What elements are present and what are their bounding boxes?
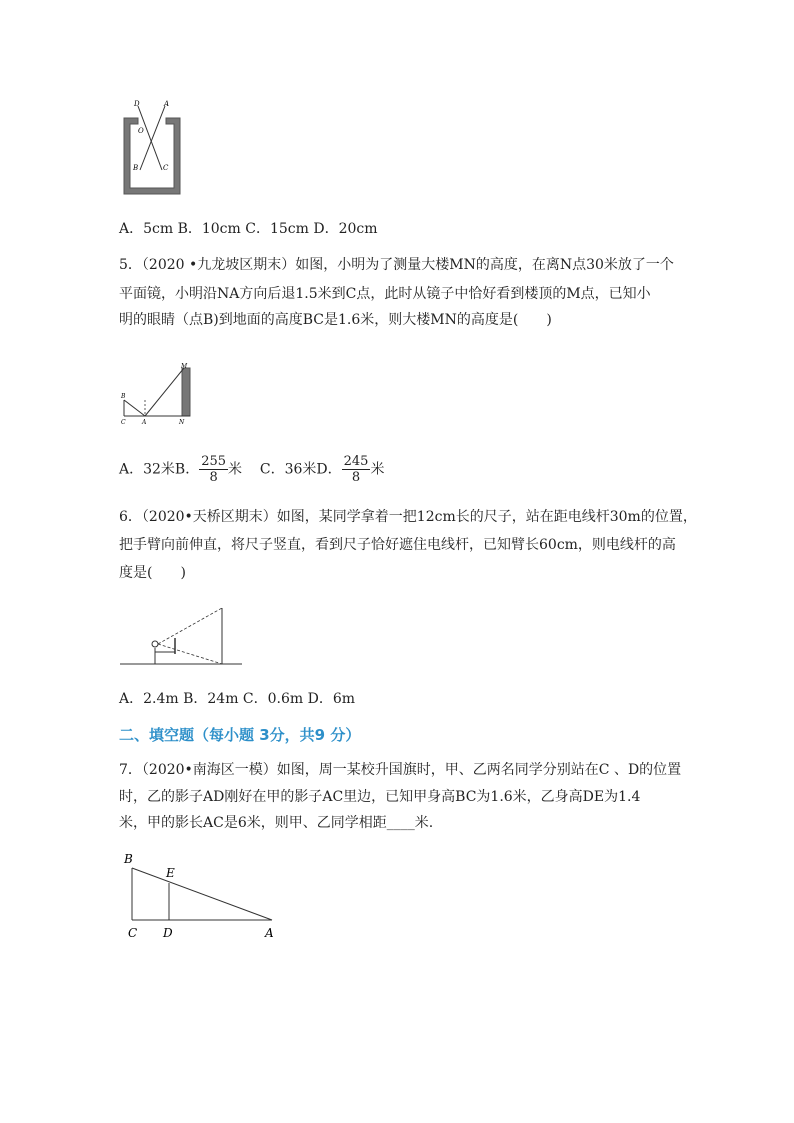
q7-label-a: A (265, 926, 274, 940)
q6-line3: 度是( ) (119, 565, 186, 581)
q6-options: A．2.4m B．24m C．0.6m D．6m (119, 691, 356, 707)
q4-line-ab (140, 106, 165, 170)
q4-label-c: C (163, 164, 169, 172)
q7-line1: 7．（2020•南海区一模）如图，周一某校升国旗时，甲、乙两名同学分别站在C 、D的位置 (119, 762, 682, 778)
q7-label-e: E (166, 866, 175, 880)
q4-label-o: O (138, 127, 144, 135)
q4-box-frame (124, 118, 180, 194)
q6-line2: 把手臂向前伸直，将尺子竖直，看到尺子恰好遮住电线杆，已知臂长60cm，则电线杆的高 (119, 537, 676, 553)
q5-label-m: M (181, 363, 188, 370)
q7-figure (118, 850, 283, 942)
q6-head (152, 641, 158, 647)
q7-line-ba (132, 868, 272, 920)
q5-option-b-num: 255 (201, 454, 227, 469)
q7-line3: 米，甲的影长AC是6米，则甲、乙同学相距____米. (119, 815, 434, 831)
q7-label-d: D (163, 926, 173, 940)
q5-options (119, 454, 384, 485)
q7-line2: 时，乙的影子AD刚好在甲的影子AC里边，已知甲身高BC为1.6米，乙身高DE为1.4 (119, 789, 641, 805)
q4-label-b: B (133, 164, 139, 172)
q5-option-d-num: 245 (343, 454, 369, 469)
q6-line1: 6．（2020•天桥区期末）如图，某同学拿着一把12cm长的尺子，站在距电线杆30m的位置， (119, 509, 697, 525)
q4-label-a: A (164, 100, 170, 108)
q4-options: A．5cm B．10cm C．15cm D．20cm (119, 221, 378, 237)
q5-option-b-fraction (199, 454, 228, 485)
section-fill-in-title: 二、填空题（每小题 3分，共9 分） (119, 726, 361, 744)
q5-label-c: C (121, 419, 126, 426)
q7-label-b: B (124, 852, 133, 866)
q5-figure (118, 360, 198, 430)
q5-building (182, 368, 190, 416)
q5-option-d-fraction (342, 454, 371, 485)
q5-label-n: N (179, 419, 185, 426)
q6-sight-bottom (158, 644, 222, 664)
q5-option-b-den: 8 (209, 470, 218, 485)
q6-figure (118, 604, 248, 670)
q4-line-da (138, 106, 162, 170)
q5-ray-ba (124, 400, 145, 416)
q5-line2: 平面镜，小明沿NA方向后退1.5米到C点，此时从镜子中恰好看到楼顶的M点，已知小 (119, 286, 651, 302)
q5-line3: 明的眼睛（点B)到地面的高度BC是1.6米，则大楼MN的高度是( ) (119, 312, 552, 328)
q6-sight-top (158, 608, 222, 644)
q5-option-c: C．36米D． (259, 461, 342, 478)
q5-option-d-den: 8 (351, 470, 361, 485)
q5-label-b: B (121, 393, 126, 400)
q5-option-b-unit: 米 (228, 461, 243, 478)
q4-label-d: D (134, 100, 140, 108)
q5-option-d-unit: 米 (370, 461, 385, 478)
q5-line1: 5．（2020 •九龙坡区期末）如图，小明为了测量大楼MN的高度，在离N点30米放了一个 (119, 257, 674, 273)
q5-ray-am (145, 368, 184, 416)
q5-label-a: A (142, 419, 147, 426)
q5-option-a: A．32米B． (119, 461, 200, 478)
q7-label-c: C (128, 926, 138, 940)
q4-figure (118, 96, 188, 196)
